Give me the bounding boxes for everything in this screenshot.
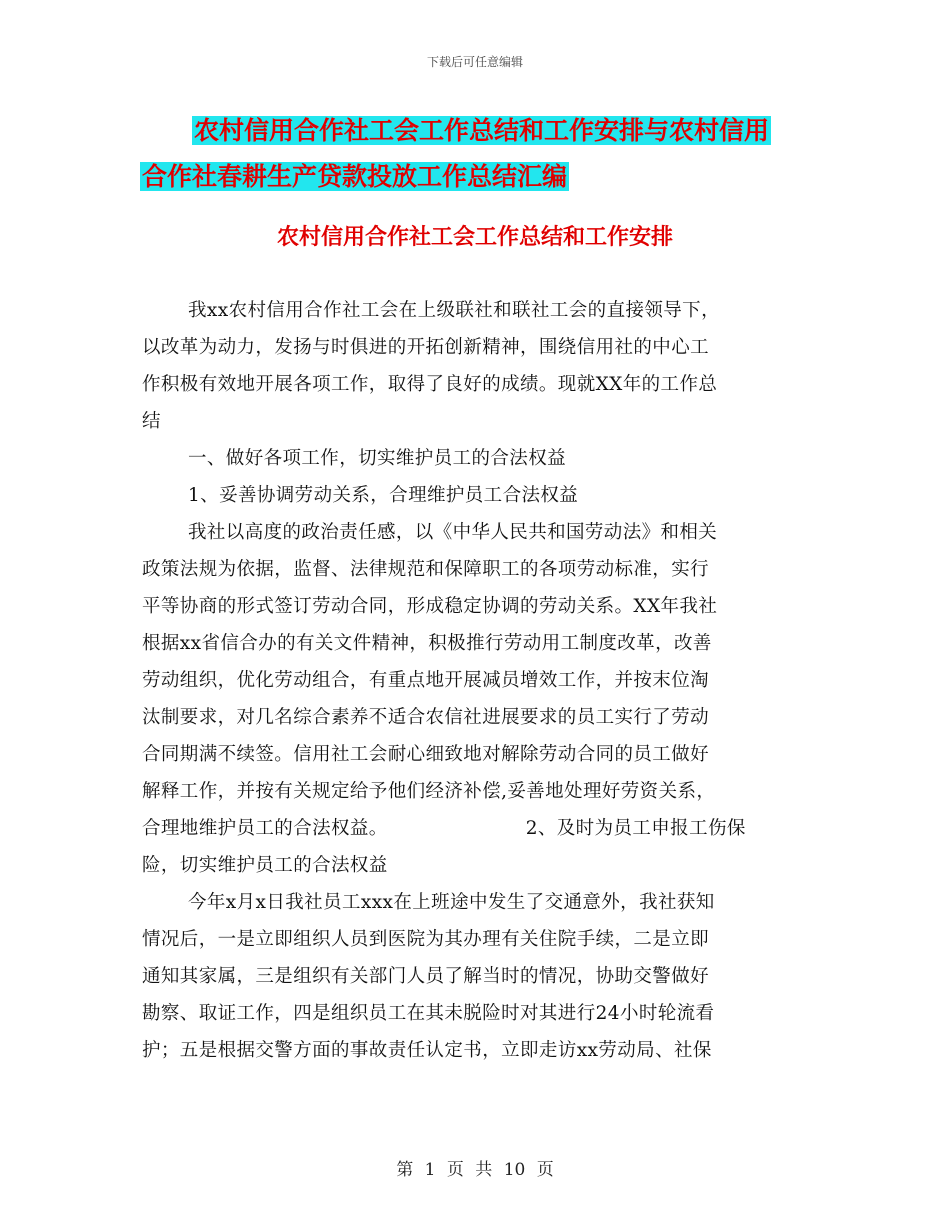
document-title-line-1: 农村信用合作社工会工作总结和工作安排与农村信用 xyxy=(194,116,770,145)
paragraph-line: 政策法规为依据，监督、法律规范和保障职工的各项劳动标准，实行 xyxy=(142,559,710,580)
heading-line: 一、做好各项工作，切实维护员工的合法权益 xyxy=(188,448,567,469)
paragraph-line: 以改革为动力，发扬与时俱进的开拓创新精神，围绕信用社的中心工 xyxy=(142,337,710,358)
paragraph-line: 结 xyxy=(142,411,161,432)
paragraph-line: 今年x月x日我社员工xxx在上班途中发生了交通意外，我社获知 xyxy=(188,892,715,913)
paragraph-line: 平等协商的形式签订劳动合同，形成稳定协调的劳动关系。XX年我社 xyxy=(142,596,718,617)
page-header-note: 下载后可任意编辑 xyxy=(426,55,523,69)
subheading-line: 1、妥善协调劳动关系，合理维护员工合法权益 xyxy=(188,485,579,506)
paragraph-line: 我社以高度的政治责任感，以《中华人民共和国劳动法》和相关 xyxy=(188,522,718,543)
document-title xyxy=(140,108,820,200)
paragraph-line: 根据xx省信合办的有关文件精神，积极推行劳动用工制度改革，改善 xyxy=(142,633,712,654)
subheading-line: 2、及时为员工申报工伤保 xyxy=(525,818,746,839)
page-number: 第 1 页 共 10 页 xyxy=(396,1160,554,1180)
section-title: 农村信用合作社工会工作总结和工作安排 xyxy=(276,225,673,250)
paragraph-line: 勘察、取证工作，四是组织员工在其未脱险时对其进行24小时轮流看 xyxy=(142,1003,715,1024)
paragraph-line: 解释工作，并按有关规定给予他们经济补偿,妥善地处理好劳资关系， xyxy=(142,781,716,802)
body-text xyxy=(142,292,814,1069)
paragraph-line-end: 合理地维护员工的合法权益。 xyxy=(142,818,388,839)
paragraph-line: 情况后，一是立即组织人员到医院为其办理有关住院手续，二是立即 xyxy=(142,929,710,950)
paragraph-line: 合同期满不续签。信用社工会耐心细致地对解除劳动合同的员工做好 xyxy=(142,744,710,765)
document-title-line-2: 合作社春耕生产贷款投放工作总结汇编 xyxy=(142,162,568,191)
paragraph-line: 作积极有效地开展各项工作，取得了良好的成绩。现就XX年的工作总 xyxy=(142,374,718,395)
subheading-line-continued: 险，切实维护员工的合法权益 xyxy=(142,855,388,876)
paragraph-line: 通知其家属，三是组织有关部门人员了解当时的情况，协助交警做好 xyxy=(142,966,710,987)
paragraph-line: 劳动组织，优化劳动组合，有重点地开展减员增效工作，并按末位淘 xyxy=(142,670,710,691)
paragraph-line: 汰制要求，对几名综合素养不适合农信社进展要求的员工实行了劳动 xyxy=(142,707,710,728)
paragraph-line xyxy=(142,810,814,847)
paragraph-line: 我xx农村信用合作社工会在上级联社和联社工会的直接领导下， xyxy=(188,300,720,321)
paragraph-line: 护；五是根据交警方面的事故责任认定书，立即走访xx劳动局、社保 xyxy=(142,1040,712,1061)
